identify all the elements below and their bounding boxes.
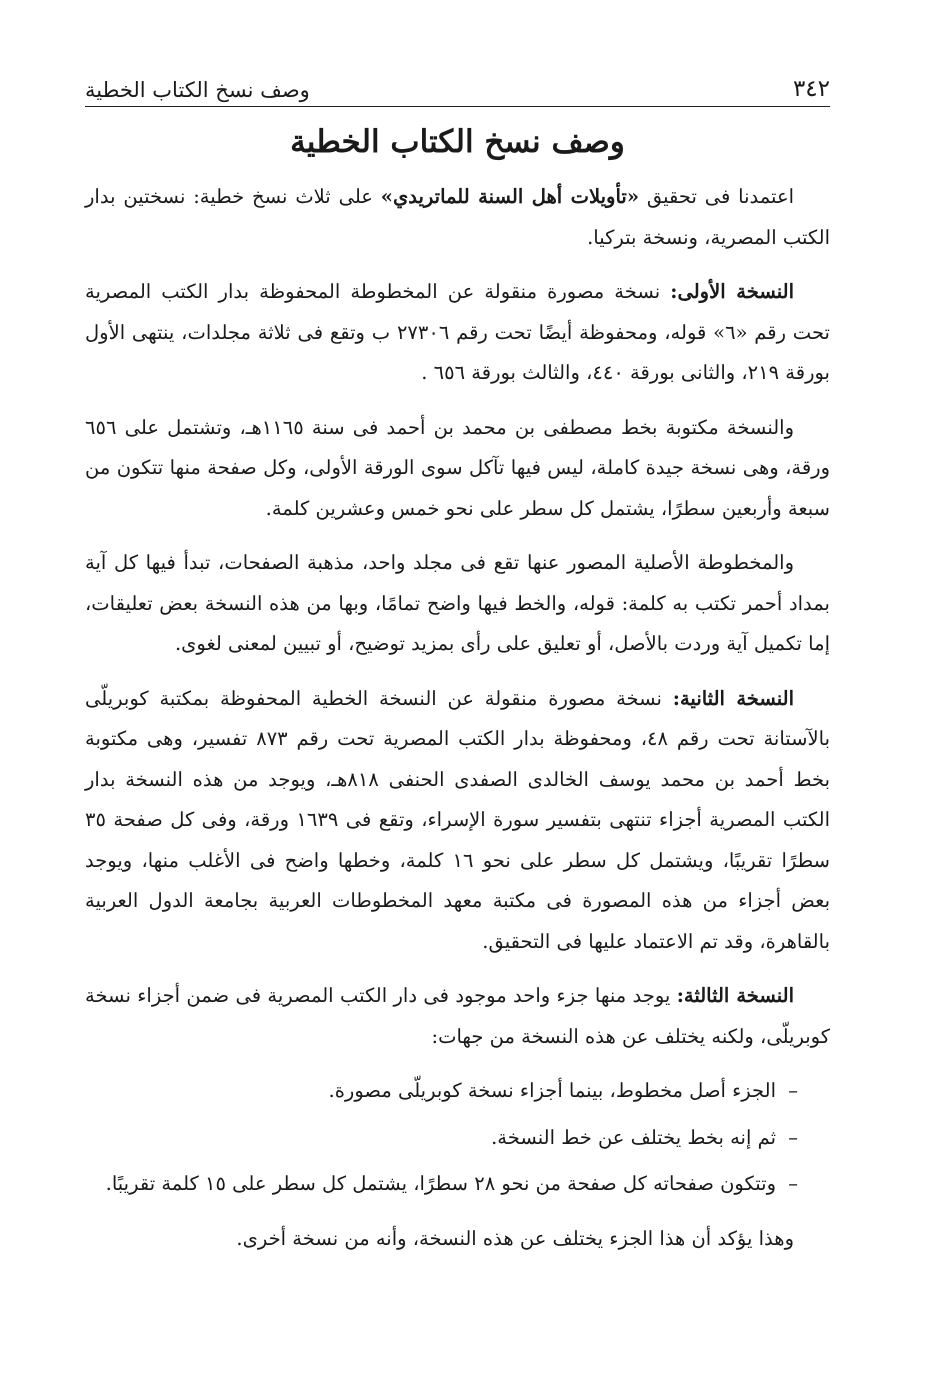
body-text <box>85 177 830 1259</box>
first-copy-label: النسخة الأولى: <box>670 280 794 303</box>
book-title: «تأويلات أهل السنة للماتريدي» <box>380 185 640 208</box>
page-number: ٣٤٢ <box>792 76 830 102</box>
second-copy-paragraph <box>85 679 830 963</box>
list-item-text: وتتكون صفحاته كل صفحة من نحو ٢٨ سطرًا، يشتمل كل سطر على ١٥ كلمة تقريبًا. <box>105 1172 776 1195</box>
list-dash: – <box>788 1079 798 1102</box>
list-item <box>85 1071 798 1112</box>
intro-after: على ثلاث نسخ خطية: نسختين بدار الكتب المصرية، ونسخة بتركيا. <box>85 185 830 249</box>
second-copy-label: النسخة الثانية: <box>672 686 795 710</box>
intro-paragraph <box>85 177 830 258</box>
book-page <box>85 60 830 1273</box>
third-copy-paragraph <box>85 976 830 1057</box>
conclusion-paragraph: وهذا يؤكد أن هذا الجزء يختلف عن هذه النسخة، وأنه من نسخة أخرى. <box>236 1226 794 1250</box>
list-dash: – <box>788 1125 798 1149</box>
third-copy-text: يوجد منها جزء واحد موجود فى دار الكتب المصرية فى ضمن أجزاء نسخة كوبريلّى، ولكنه يختلف عن هذه النسخة من جهات: <box>85 984 830 1048</box>
list-item-text: الجزء أصل مخطوط، بينما أجزاء نسخة كوبريلّى مصورة. <box>328 1079 776 1102</box>
first-copy-text: نسخة مصورة منقولة عن المخطوطة المحفوظة بدار الكتب المصرية تحت رقم «٦» قوله، ومحفوظة أيضًا تحت رقم ٢٧٣٠٦ ب وتقع فى ثلاثة مجلدات، ينتهى الأول بورقة ٢١٩، والثانى بورقة ٤٤٠، والثالث بورقة ٦٥٦ . <box>85 280 830 384</box>
third-copy-label: النسخة الثالثة: <box>676 984 794 1007</box>
running-title: وصف نسخ الكتاب الخطية <box>85 78 310 102</box>
chapter-title: وصف نسخ الكتاب الخطية <box>290 124 625 160</box>
intro-before: اعتمدنا فى تحقيق <box>639 185 794 208</box>
first-copy-original-paragraph: والمخطوطة الأصلية المصور عنها تقع فى مجلد واحد، مذهبة الصفحات، تبدأ فيها كل آية بمداد أحمر تكتب به كلمة: قوله، والخط فيها واضح تمامًا، وبها من هذه النسخة بعض تعليقات، إما تكميل آية وردت بالأصل، أو تعليق على رأى بمزيد توضيح، أو تبيين لمعنى لغوى. <box>85 551 830 655</box>
list-dash: – <box>788 1172 798 1195</box>
first-copy-paragraph <box>85 272 830 394</box>
differences-list <box>85 1071 830 1205</box>
list-item <box>85 1118 798 1159</box>
first-copy-scribe-paragraph: والنسخة مكتوبة بخط مصطفى بن محمد بن أحمد فى سنة ١١٦٥هـ، وتشتمل على ٦٥٦ ورقة، وهى نسخة جيدة كاملة، ليس فيها تآكل سوى الورقة الأولى، وكل صفحة منها تتكون من سبعة وأربعين سطرًا، يشتمل كل سطر على نحو خمس وعشرين كلمة. <box>85 415 830 520</box>
list-item-text: ثم إنه بخط يختلف عن خط النسخة. <box>491 1125 776 1149</box>
list-item <box>85 1164 798 1205</box>
second-copy-text: نسخة مصورة منقولة عن النسخة الخطية المحفوظة بمكتبة كوبريلّى بالآستانة تحت رقم ٤٨، ومحفوظة بدار الكتب المصرية تحت رقم ٨٧٣ تفسير، وهى مكتوبة بخط أحمد بن محمد يوسف الخالدى الصفدى الحنفى ٨١٨هـ، ويوجد من هذه النسخة بدار الكتب المصرية أجزاء تنتهى بتفسير سورة الإسراء، وتقع فى ١٦٣٩ ورقة، وفى كل صفحة ٣٥ سطرًا تقريبًا، ويشتمل كل سطر على نحو ١٦ كلمة، وخطها واضح فى الأغلب منها، ويوجد بعض أجزاء من هذه المصورة فى مكتبة معهد المخطوطات العربية بجامعة الدول العربية بالقاهرة، وقد تم الاعتماد عليها فى التحقيق. <box>85 686 831 953</box>
running-head <box>85 60 830 107</box>
